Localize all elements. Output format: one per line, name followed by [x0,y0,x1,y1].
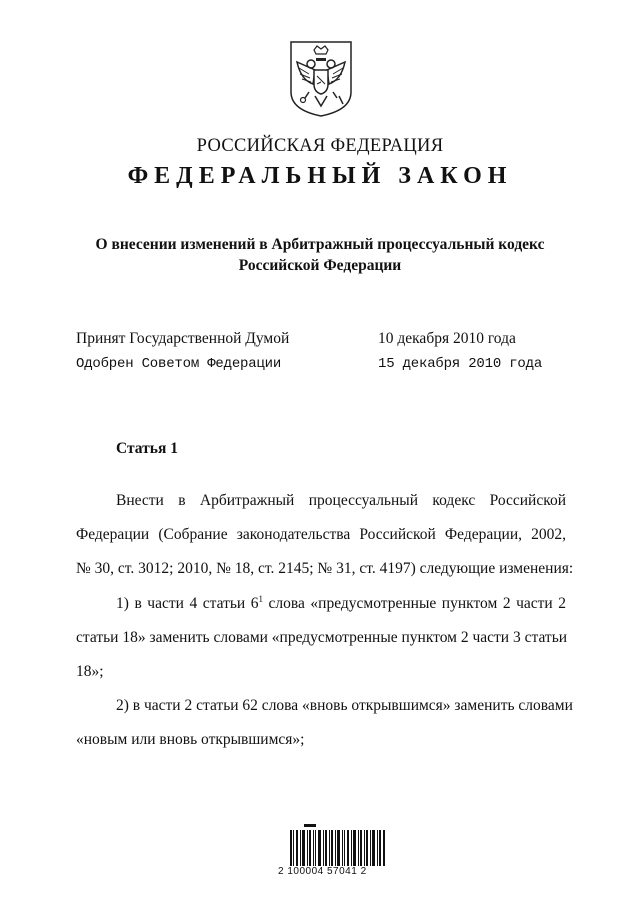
law-type-heading: ФЕДЕРАЛЬНЫЙ ЗАКОН [127,163,513,189]
amendment-item-2 [76,689,573,757]
text-line: Внести в Арбитражный процессуальный кодекс Российской [116,492,566,509]
text-fragment: слова «предусмотренные пунктом 2 части 2 [263,595,567,612]
text-fragment: 1) в части 4 статьи 6 [116,595,259,612]
law-title [60,234,580,276]
adoption-date: 10 декабря 2010 года [378,330,516,347]
text-line [76,587,566,621]
superscript: 1 [258,593,263,604]
amendment-item-1 [76,587,566,689]
text-line: Федерации (Собрание законодательства Российской Федерации, 2002, [76,526,566,543]
article-intro-paragraph [76,484,574,586]
text-line: 18»; [76,663,104,680]
adoption-label: Принят Государственной Думой [76,330,290,347]
text-line: статьи 18» заменить словами «предусмотренные пунктом 2 части 3 статьи [76,629,568,646]
russian-coat-of-arms-icon [287,40,355,118]
adoption-label: Одобрен Советом Федерации [76,356,282,372]
barcode [290,822,386,872]
text-line: 2) в части 2 статьи 62 слова «вновь открывшимся» заменить словами [116,697,573,714]
country-name: РОССИЙСКАЯ ФЕДЕРАЦИЯ [196,136,444,156]
adoption-date: 15 декабря 2010 года [378,356,543,372]
article-heading: Статья 1 [116,440,178,457]
text-line: № 30, ст. 3012; 2010, № 18, ст. 2145; № 31, ст. 4197) следующие изменения: [76,560,574,577]
text-line: «новым или вновь открывшимся»; [76,731,305,748]
law-title-line-1: О внесении изменений в Арбитражный процессуальный кодекс [95,236,545,253]
law-title-line-2: Российской Федерации [238,257,402,274]
barcode-number: 2 100004 57041 2 [278,866,367,877]
